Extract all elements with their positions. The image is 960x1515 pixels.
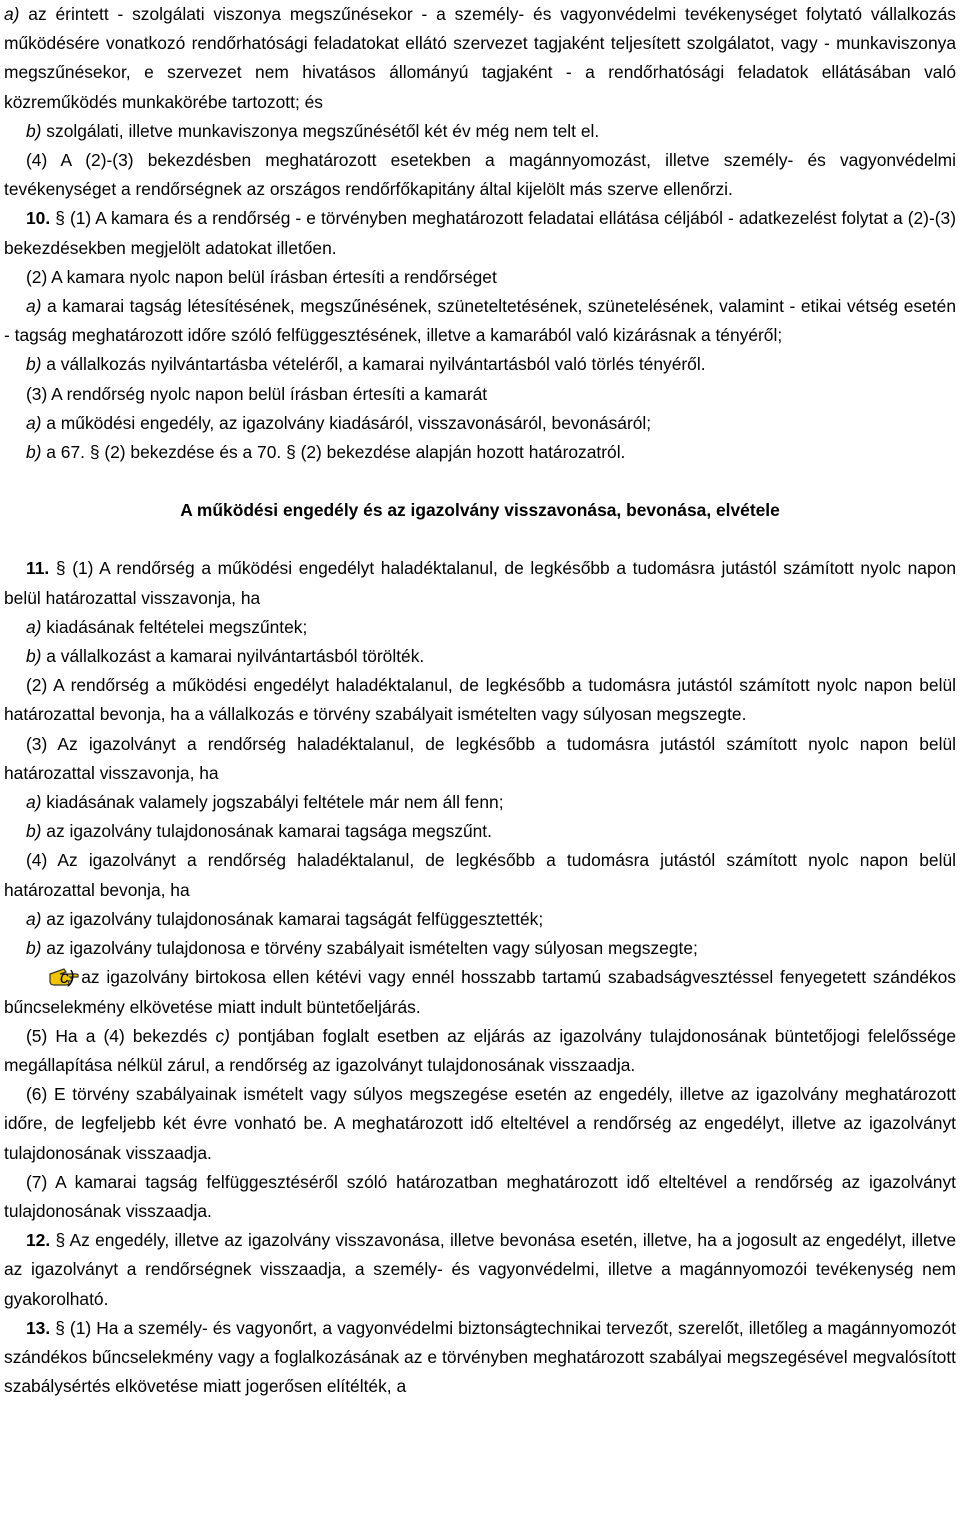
section-11-4-c: c) az igazolvány birtokosa ellen kétévi vagy ennél hosszabb tartamú szabadságvesztéssel fenyegetett szándékos bűncselekmény elkövetése miatt indult büntetőeljárás. <box>4 967 956 1017</box>
item-label: a) <box>4 4 20 24</box>
section-13-1: 13. § (1) Ha a személy- és vagyonőrt, a vagyonvédelmi biztonságtechnikai tervezőt, szerelőt, illetőleg a magánnyomozót szándékos bűncselekmény vagy a foglalkozásának az e törvényben meghatározott szabályai megszegésével megvalósított szabálysértés elkövetése miatt jogerősen elítélték, a <box>4 1317 956 1397</box>
section-11-1: 11. § (1) A rendőrség a működési engedélyt haladéktalanul, de legkésőbb a tudomásra jutástól számított nyolc napon belül határozattal visszavonja, ha <box>4 558 956 608</box>
section-sign: § <box>55 1230 66 1251</box>
section-11-4-a: a) az igazolvány tulajdonosának kamarai tagságát felfüggesztették; <box>26 908 544 929</box>
section-heading: A működési engedély és az igazolvány visszavonása, bevonása, elvétele <box>180 500 780 521</box>
section-10-3-a: a) a működési engedély, az igazolvány kiadásáról, visszavonásáról, bevonásáról; <box>26 412 652 433</box>
section-number: 11. <box>26 558 50 579</box>
section-sign: § <box>55 1317 65 1338</box>
section-11-3-a: a) kiadásának valamely jogszabályi feltétele már nem áll fenn; <box>26 792 504 813</box>
paragraph-9-2-b: b) szolgálati, illetve munkaviszonya megszűnésétől két év még nem telt el. <box>26 120 600 141</box>
section-11-5: (5) Ha a (4) bekezdés c) pontjában foglalt esetben az eljárás az igazolvány tulajdonosának büntetőjogi felelőssége megállapítása nélkül zárul, a rendőrség az igazolványt tulajdonosának visszaadja. <box>4 1025 956 1075</box>
section-11-1-b: b) a vállalkozást a kamarai nyilvántartásból törölték. <box>26 646 425 667</box>
paragraph-9-4: (4) A (2)-(3) bekezdésben meghatározott esetekben a magánnyomozást, illetve személy- és vagyonvédelmi tevékenységet a rendőrségnek az országos rendőrfőkapitány által kijelölt más szerve ellenőrzi. <box>4 150 956 200</box>
section-10-2-b: b) a vállalkozás nyilvántartásba vételéről, a kamarai nyilvántartásból való törlés tényéről. <box>26 354 706 375</box>
section-number: 10. <box>26 208 51 229</box>
section-12: 12. § Az engedély, illetve az igazolvány visszavonása, illetve bevonása esetén, illetve, ha a jogosult az engedélyt, illetve az igazolványt a rendőrségnek visszaadja, a személy- és vagyonvédelmi, illetve a magánnyomozói tevékenység nem gyakorolható. <box>4 1230 956 1309</box>
section-11-3-b: b) az igazolvány tulajdonosának kamarai tagsága megszűnt. <box>26 821 492 842</box>
section-10-3: (3) A rendőrség nyolc napon belül írásban értesíti a kamarát <box>26 383 488 404</box>
section-number: 13. <box>26 1317 51 1338</box>
paragraph-9-2-a: a) az érintett - szolgálati viszonya megszűnésekor - a személy- és vagyonvédelmi tevékenységet folytató vállalkozás működésére vonatkozó rendőrhatósági feladatokat ellátó szervezet tagjaként teljesített szolgálatot, vagy - munkaviszonya megszűnésekor, e szervezet nem hivatásos állományú tagjaként - a rendőrhatósági feladatok ellátásában való közreműködés munkakörébe tartozott; és <box>4 4 956 112</box>
section-11-3: (3) Az igazolványt a rendőrség haladéktalanul, de legkésőbb a tudomásra jutástól számított nyolc napon belül határozattal visszavonja, ha <box>4 733 956 783</box>
section-sign: § <box>55 208 65 229</box>
section-11-4: (4) Az igazolványt a rendőrség haladéktalanul, de legkésőbb a tudomásra jutástól számított nyolc napon belül határozattal bevonja, ha <box>4 850 956 900</box>
pointing-hand-icon <box>26 966 58 986</box>
section-number: 12. <box>26 1230 51 1251</box>
section-10-1: 10. § (1) A kamara és a rendőrség - e törvényben meghatározott feladatai ellátása céljából - adatkezelést folytat a (2)-(3) bekezdésekben megjelölt adatokat illetően. <box>4 208 956 258</box>
section-11-1-a: a) kiadásának feltételei megszűntek; <box>26 616 308 637</box>
item-label: b) <box>26 120 42 141</box>
section-10-2-a: a) a kamarai tagság létesítésének, megszűnésének, szüneteltetésének, szünetelésének, valamint - etikai vétség esetén - tagság meghatározott időre szóló felfüggesztésének, illetve a kamarából való kizárásnak a tényéről; <box>4 296 956 346</box>
section-11-4-b: b) az igazolvány tulajdonosa e törvény szabályait ismételten vagy súlyosan megszegte; <box>26 938 698 959</box>
section-10-2: (2) A kamara nyolc napon belül írásban értesíti a rendőrséget <box>26 266 497 287</box>
section-11-6: (6) E törvény szabályainak ismételt vagy súlyos megszegése esetén az engedély, illetve az igazolvány meghatározott időre, de legfeljebb két évre vonható be. A meghatározott idő elteltével a rendőrség az engedélyt, illetve az igazolványt tulajdonosának visszaadja. <box>4 1084 956 1163</box>
section-11-2: (2) A rendőrség a működési engedélyt haladéktalanul, de legkésőbb a tudomásra jutástól számított nyolc napon belül határozattal bevonja, ha a vállalkozás e törvény szabályait ismételten vagy súlyosan megszegte. <box>4 675 956 725</box>
section-11-7: (7) A kamarai tagság felfüggesztéséről szóló határozatban meghatározott idő elteltével a rendőrség az igazolványt tulajdonosának visszaadja. <box>4 1171 956 1221</box>
section-10-3-b: b) a 67. § (2) bekezdése és a 70. § (2) bekezdése alapján hozott határozatról. <box>26 442 626 463</box>
section-sign: § <box>55 558 66 579</box>
